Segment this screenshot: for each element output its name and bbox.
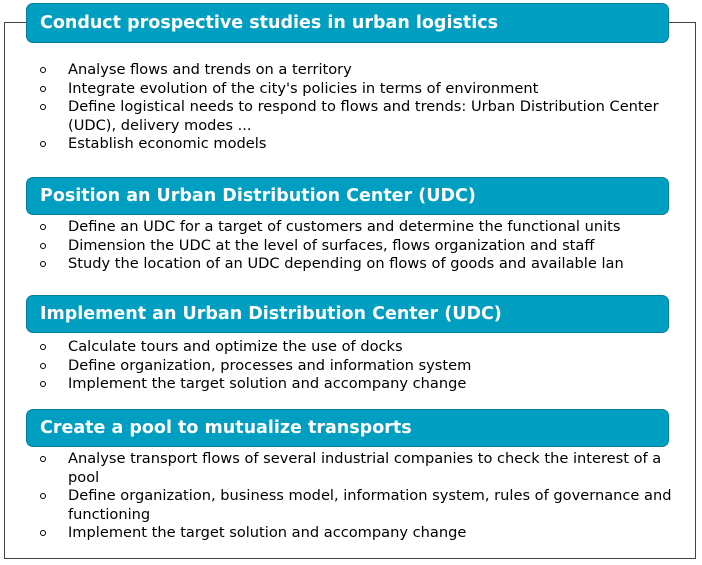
section-bullet-list [40, 338, 685, 394]
circle-bullet-icon [40, 530, 46, 536]
section-title: Conduct prospective studies in urban logistics [40, 13, 499, 33]
circle-bullet-icon [40, 86, 46, 92]
section-header-position-udc [26, 177, 669, 215]
section-title: Position an Urban Distribution Center (UDC) [40, 186, 476, 206]
circle-bullet-icon [40, 456, 46, 462]
section-bullet-list [40, 450, 685, 543]
section-header-transport-pool [26, 409, 669, 447]
circle-bullet-icon [40, 493, 46, 499]
circle-bullet-icon [40, 104, 46, 110]
bullet-item: Define organization, processes and information system [40, 357, 685, 376]
section-header-urban-logistics-studies [26, 3, 669, 43]
circle-bullet-icon [40, 243, 46, 249]
circle-bullet-icon [40, 344, 46, 350]
section-bullet-list [40, 61, 685, 154]
bullet-item: Establish economic models [40, 135, 685, 154]
bullet-item: Implement the target solution and accompany change [40, 375, 685, 394]
bullet-item: Study the location of an UDC depending on flows of goods and available lan [40, 255, 685, 274]
circle-bullet-icon [40, 67, 46, 73]
bullet-item: Analyse flows and trends on a territory [40, 61, 685, 80]
circle-bullet-icon [40, 381, 46, 387]
bullet-item: Define an UDC for a target of customers and determine the functional units [40, 218, 685, 237]
bullet-item: Integrate evolution of the city's policies in terms of environment [40, 80, 685, 99]
circle-bullet-icon [40, 363, 46, 369]
bullet-item: Implement the target solution and accompany change [40, 524, 685, 543]
circle-bullet-icon [40, 261, 46, 267]
section-title: Implement an Urban Distribution Center (UDC) [40, 304, 502, 324]
bullet-item: Define organization, business model, information system, rules of governance and functioning [40, 487, 685, 524]
section-title: Create a pool to mutualize transports [40, 418, 412, 438]
section-header-implement-udc [26, 295, 669, 333]
bullet-item: Dimension the UDC at the level of surfaces, flows organization and staff [40, 237, 685, 256]
section-bullet-list [40, 218, 685, 274]
bullet-item: Analyse transport flows of several industrial companies to check the interest of a pool [40, 450, 685, 487]
circle-bullet-icon [40, 224, 46, 230]
circle-bullet-icon [40, 141, 46, 147]
bullet-item: Define logistical needs to respond to flows and trends: Urban Distribution Center (UDC), delivery modes ... [40, 98, 685, 135]
bullet-item: Calculate tours and optimize the use of docks [40, 338, 685, 357]
